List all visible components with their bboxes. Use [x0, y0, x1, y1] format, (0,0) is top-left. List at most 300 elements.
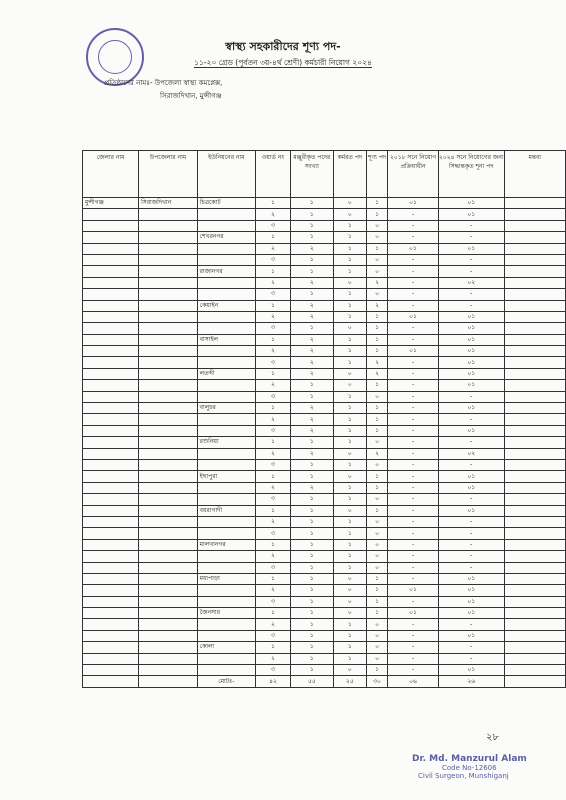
table-cell: ৩০	[366, 676, 387, 687]
table-cell	[83, 471, 139, 482]
table-cell: ২	[256, 585, 291, 596]
table-cell: মধ্যপাড়া	[197, 573, 255, 584]
table-cell: ১	[256, 642, 291, 653]
table-cell: ২	[256, 516, 291, 527]
table-cell: ১	[256, 368, 291, 379]
table-cell: ০১	[438, 482, 504, 493]
table-cell: -	[438, 300, 504, 311]
table-row	[83, 516, 566, 527]
table-cell	[83, 482, 139, 493]
table-cell: ১	[333, 357, 366, 368]
table-cell: ১	[290, 494, 333, 505]
table-cell: ০১	[438, 209, 504, 220]
table-cell	[83, 676, 139, 687]
table-row	[83, 619, 566, 630]
table-cell: ১	[333, 254, 366, 265]
table-cell: -	[388, 266, 439, 277]
column-header: ইউনিয়নের নাম	[197, 151, 255, 198]
table-cell	[139, 254, 198, 265]
table-cell: ২	[256, 619, 291, 630]
table-cell: -	[388, 380, 439, 391]
table-cell	[197, 380, 255, 391]
table-cell: ১	[333, 289, 366, 300]
table-cell: ১	[256, 471, 291, 482]
table-cell: ০১	[438, 665, 504, 676]
table-cell	[139, 232, 198, 243]
table-cell	[197, 357, 255, 368]
table-row	[83, 368, 566, 379]
table-cell	[504, 391, 565, 402]
table-cell	[83, 459, 139, 470]
table-cell: জৈনসার	[197, 608, 255, 619]
table-cell: ১	[290, 653, 333, 664]
table-cell	[139, 220, 198, 231]
table-cell: রশুনিয়া	[197, 437, 255, 448]
table-cell: ১	[333, 334, 366, 345]
table-cell: ১	[256, 539, 291, 550]
table-cell: -	[388, 414, 439, 425]
table-cell: ২	[366, 357, 387, 368]
table-cell	[83, 551, 139, 562]
table-cell: ৩	[256, 562, 291, 573]
table-cell	[504, 471, 565, 482]
table-cell: ১	[290, 266, 333, 277]
table-cell: ১	[256, 198, 291, 209]
table-cell	[139, 459, 198, 470]
table-cell	[139, 642, 198, 653]
table-cell: ০	[366, 254, 387, 265]
table-cell: ১	[333, 220, 366, 231]
table-cell: ০	[366, 516, 387, 527]
table-cell	[197, 209, 255, 220]
table-row	[83, 448, 566, 459]
table-cell: কেয়াইন	[197, 300, 255, 311]
table-cell: ২	[256, 277, 291, 288]
table-cell: ২	[366, 368, 387, 379]
table-row	[83, 562, 566, 573]
table-cell	[83, 437, 139, 448]
table-cell: ৩	[256, 254, 291, 265]
table-cell: -	[388, 425, 439, 436]
table-cell	[139, 243, 198, 254]
table-cell: ইছাপুরা	[197, 471, 255, 482]
column-header: ২০১৮ সনে নিয়োগ প্রক্রিয়াধীন	[388, 151, 439, 198]
table-cell	[504, 346, 565, 357]
table-cell	[504, 266, 565, 277]
table-cell	[197, 414, 255, 425]
table-row	[83, 573, 566, 584]
table-cell: -	[388, 494, 439, 505]
table-cell: ১	[333, 494, 366, 505]
table-cell: ২	[290, 414, 333, 425]
table-cell: ১	[333, 653, 366, 664]
table-cell: -	[388, 357, 439, 368]
table-cell: ২	[256, 551, 291, 562]
table-cell	[504, 323, 565, 334]
table-cell: ১	[256, 334, 291, 345]
table-cell: ০	[366, 630, 387, 641]
table-cell	[139, 505, 198, 516]
table-cell: -	[388, 277, 439, 288]
table-cell: ০১	[438, 357, 504, 368]
table-cell	[504, 300, 565, 311]
table-cell: ১	[366, 334, 387, 345]
table-cell: ২৬	[438, 676, 504, 687]
table-cell	[504, 243, 565, 254]
table-cell: -	[388, 232, 439, 243]
table-cell: ০১	[388, 243, 439, 254]
signature-stamp: Dr. Md. Manzurul Alam Code No-12606 Civil Surgeon, Munshiganj	[412, 754, 527, 780]
table-cell: ১	[256, 505, 291, 516]
table-row	[83, 232, 566, 243]
table-cell: ১	[333, 539, 366, 550]
table-cell: -	[438, 414, 504, 425]
table-row	[83, 459, 566, 470]
column-header: ওয়ার্ড নং	[256, 151, 291, 198]
table-cell: -	[438, 254, 504, 265]
table-cell: ২	[290, 334, 333, 345]
table-cell	[83, 516, 139, 527]
table-cell: ১	[256, 403, 291, 414]
table-cell: ০১	[438, 505, 504, 516]
table-cell: ১	[366, 243, 387, 254]
table-cell: ১	[256, 232, 291, 243]
table-cell: ১	[366, 323, 387, 334]
table-cell	[504, 494, 565, 505]
table-cell: ২	[290, 300, 333, 311]
table-cell	[504, 380, 565, 391]
table-cell	[139, 380, 198, 391]
table-cell	[83, 539, 139, 550]
table-cell	[139, 562, 198, 573]
table-cell: ১	[290, 198, 333, 209]
table-cell: ৩	[256, 630, 291, 641]
table-cell	[504, 585, 565, 596]
table-cell	[83, 368, 139, 379]
table-cell: ২	[256, 448, 291, 459]
table-cell: -	[388, 220, 439, 231]
table-cell: ২৫	[333, 676, 366, 687]
table-cell: ১	[333, 266, 366, 277]
table-cell: ১	[366, 471, 387, 482]
table-cell	[504, 516, 565, 527]
table-cell	[83, 425, 139, 436]
table-row	[83, 653, 566, 664]
table-cell: -	[388, 528, 439, 539]
table-cell	[197, 277, 255, 288]
table-cell: ১	[366, 346, 387, 357]
table-cell	[139, 482, 198, 493]
table-cell: ১	[256, 608, 291, 619]
table-cell	[197, 494, 255, 505]
table-cell	[83, 528, 139, 539]
table-cell: ৩	[256, 357, 291, 368]
table-cell	[139, 585, 198, 596]
table-cell	[139, 619, 198, 630]
table-cell	[139, 539, 198, 550]
table-cell	[197, 243, 255, 254]
table-row	[83, 482, 566, 493]
table-cell: ২	[256, 346, 291, 357]
table-cell: -	[438, 289, 504, 300]
table-row	[83, 608, 566, 619]
table-cell	[139, 573, 198, 584]
table-cell: সিরাজদিখান	[139, 198, 198, 209]
table-cell	[197, 619, 255, 630]
table-cell: লতব্দী	[197, 368, 255, 379]
table-cell	[197, 346, 255, 357]
table-row	[83, 494, 566, 505]
table-cell	[139, 425, 198, 436]
table-cell	[197, 425, 255, 436]
table-cell: ১	[256, 437, 291, 448]
table-cell: ৩	[256, 528, 291, 539]
table-cell: ১	[333, 243, 366, 254]
table-cell	[83, 505, 139, 516]
table-cell	[504, 334, 565, 345]
table-cell: -	[388, 562, 439, 573]
table-cell: -	[388, 209, 439, 220]
table-cell	[83, 266, 139, 277]
table-cell: -	[388, 448, 439, 459]
table-cell: -	[388, 391, 439, 402]
table-cell	[504, 459, 565, 470]
table-row	[83, 425, 566, 436]
table-cell	[197, 585, 255, 596]
table-cell	[83, 448, 139, 459]
table-cell: ২	[290, 346, 333, 357]
table-cell: -	[438, 562, 504, 573]
table-cell: ০১	[438, 471, 504, 482]
table-cell	[83, 380, 139, 391]
table-cell: শেখরনগর	[197, 232, 255, 243]
table-cell: ০২	[438, 277, 504, 288]
table-cell: ০	[333, 448, 366, 459]
table-cell	[83, 665, 139, 676]
table-cell: -	[388, 482, 439, 493]
table-cell: -	[388, 642, 439, 653]
table-cell: ১	[256, 300, 291, 311]
table-cell: ১	[256, 266, 291, 277]
table-cell: ০১	[438, 323, 504, 334]
table-cell: ৪২	[256, 676, 291, 687]
table-row	[83, 311, 566, 322]
table-cell	[504, 608, 565, 619]
table-cell	[139, 596, 198, 607]
table-cell: ০	[366, 289, 387, 300]
table-cell	[504, 448, 565, 459]
table-cell	[83, 357, 139, 368]
table-cell: -	[388, 334, 439, 345]
table-cell: ০	[333, 596, 366, 607]
table-cell	[504, 630, 565, 641]
table-cell: ১	[333, 403, 366, 414]
table-cell: ১	[290, 642, 333, 653]
table-cell: -	[438, 266, 504, 277]
table-cell	[83, 311, 139, 322]
table-row	[83, 642, 566, 653]
table-cell	[139, 391, 198, 402]
table-cell: -	[438, 437, 504, 448]
table-cell: ৩	[256, 596, 291, 607]
document-subtitle: ১১-২০ গ্রেড (পূর্বতন ৩য়-৪র্থ শ্রেণী) কর্মচারী নিয়োগ ২০২৪	[194, 58, 372, 67]
table-cell: ০১	[438, 243, 504, 254]
table-cell: ৩	[256, 323, 291, 334]
table-cell: -	[438, 551, 504, 562]
table-cell: -	[388, 289, 439, 300]
table-cell	[83, 642, 139, 653]
table-cell: ২	[290, 357, 333, 368]
table-row	[83, 357, 566, 368]
table-cell: বয়রাগাদী	[197, 505, 255, 516]
table-cell: ১	[366, 425, 387, 436]
table-cell	[504, 551, 565, 562]
table-cell	[504, 619, 565, 630]
table-cell: ১	[366, 198, 387, 209]
table-cell: ১	[366, 403, 387, 414]
table-cell	[197, 482, 255, 493]
table-cell: ০	[366, 459, 387, 470]
table-cell	[139, 403, 198, 414]
table-cell: ১	[290, 232, 333, 243]
table-cell	[504, 653, 565, 664]
table-cell: ০	[333, 277, 366, 288]
table-cell	[83, 585, 139, 596]
table-cell	[504, 414, 565, 425]
table-cell: ০১	[438, 630, 504, 641]
table-cell: ১	[290, 289, 333, 300]
table-cell: ২	[256, 414, 291, 425]
table-cell: ১	[366, 209, 387, 220]
table-cell: ০১	[438, 403, 504, 414]
table-cell: ১	[290, 505, 333, 516]
table-cell: ১	[290, 539, 333, 550]
table-cell: ১	[290, 585, 333, 596]
table-cell: -	[388, 403, 439, 414]
table-cell	[139, 494, 198, 505]
table-row	[83, 665, 566, 676]
table-cell: ৫৫	[290, 676, 333, 687]
table-cell: ৩	[256, 391, 291, 402]
table-cell	[504, 665, 565, 676]
table-cell: -	[388, 459, 439, 470]
table-row	[83, 220, 566, 231]
table-cell	[504, 425, 565, 436]
table-cell: -	[438, 220, 504, 231]
table-cell: ০১	[438, 334, 504, 345]
table-cell: -	[388, 437, 439, 448]
table-cell	[504, 505, 565, 516]
table-cell: ০১	[438, 311, 504, 322]
table-cell: ০	[366, 437, 387, 448]
table-cell: ১	[333, 642, 366, 653]
table-cell: ১	[366, 665, 387, 676]
table-cell: ০	[333, 380, 366, 391]
table-cell	[197, 653, 255, 664]
table-cell: রাজানগর	[197, 266, 255, 277]
table-cell	[139, 608, 198, 619]
table-cell	[197, 254, 255, 265]
table-cell: ০	[333, 665, 366, 676]
table-row	[83, 471, 566, 482]
table-cell	[197, 323, 255, 334]
table-cell: ০১	[438, 346, 504, 357]
table-cell: ১	[290, 573, 333, 584]
table-cell	[504, 539, 565, 550]
table-cell: ২	[290, 277, 333, 288]
table-cell: ০	[366, 562, 387, 573]
table-cell	[83, 289, 139, 300]
table-cell: ১	[366, 414, 387, 425]
table-cell	[83, 494, 139, 505]
table-cell: ৩	[256, 665, 291, 676]
column-header: উপজেলার নাম	[139, 151, 198, 198]
table-cell	[83, 277, 139, 288]
table-cell: -	[388, 539, 439, 550]
table-cell: ০১	[438, 608, 504, 619]
table-cell	[197, 289, 255, 300]
table-cell	[139, 277, 198, 288]
table-cell: ১	[290, 516, 333, 527]
table-cell	[504, 277, 565, 288]
column-header: জেলার নাম	[83, 151, 139, 198]
table-cell: -	[438, 232, 504, 243]
document-title: স্বাস্থ্য সহকারীদের শূণ্য পদ-	[225, 40, 341, 53]
table-cell	[139, 368, 198, 379]
table-cell: ০১	[438, 573, 504, 584]
table-row	[83, 551, 566, 562]
table-cell: -	[388, 619, 439, 630]
table-cell: ০১	[438, 585, 504, 596]
table-cell: ১	[290, 608, 333, 619]
table-row	[83, 414, 566, 425]
table-cell: ২	[290, 243, 333, 254]
table-cell: ০	[366, 642, 387, 653]
table-cell: ৩	[256, 459, 291, 470]
table-cell: ০	[333, 209, 366, 220]
table-cell	[139, 209, 198, 220]
table-cell: ১	[256, 573, 291, 584]
table-cell: ০	[333, 608, 366, 619]
table-cell: -	[438, 516, 504, 527]
table-cell	[504, 642, 565, 653]
table-cell	[504, 220, 565, 231]
table-cell: ১	[333, 346, 366, 357]
table-cell: ২	[366, 277, 387, 288]
table-cell: ১	[366, 380, 387, 391]
table-cell: -	[438, 539, 504, 550]
table-cell: ০১	[438, 425, 504, 436]
table-cell: ২	[290, 425, 333, 436]
table-cell: ১	[290, 391, 333, 402]
table-cell: ১	[333, 562, 366, 573]
table-cell: ১	[333, 516, 366, 527]
table-row	[83, 539, 566, 550]
table-cell: ০	[366, 619, 387, 630]
column-header: ২০২৪ সনে নিয়োগের জন্য সিদ্ধান্তকৃত শূন্য পদ	[438, 151, 504, 198]
table-cell: চিত্রকোট	[197, 198, 255, 209]
table-cell: ১	[333, 551, 366, 562]
table-cell	[83, 596, 139, 607]
table-cell: ১	[366, 608, 387, 619]
table-cell	[139, 437, 198, 448]
table-cell: ০১	[388, 198, 439, 209]
table-cell: ২	[290, 311, 333, 322]
table-cell	[139, 300, 198, 311]
vacancy-table	[82, 150, 566, 688]
table-cell: ১	[333, 630, 366, 641]
table-row	[83, 505, 566, 516]
